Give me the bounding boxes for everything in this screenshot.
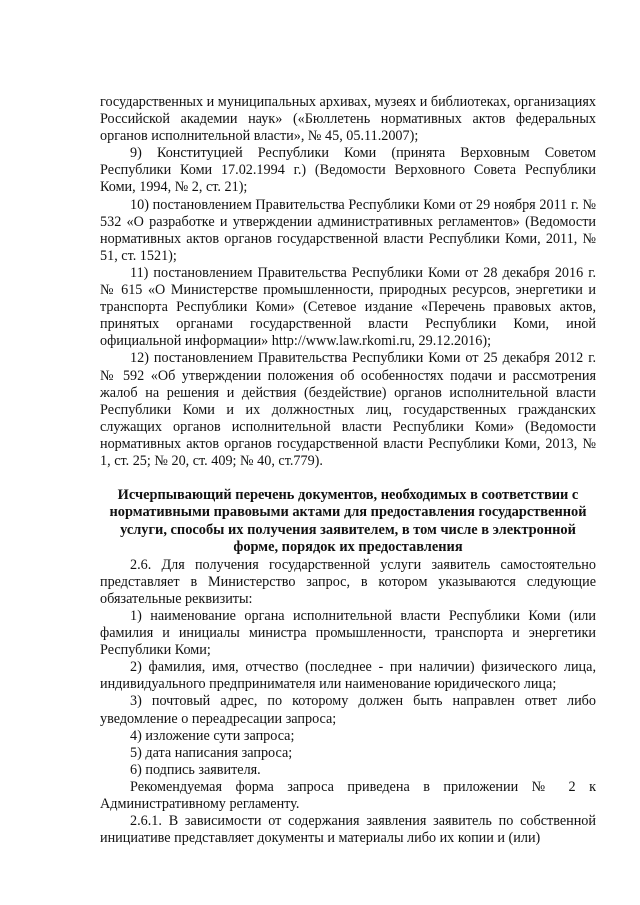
clause-2-6: 2.6. Для получения государственной услуги заявитель самостоятельно представляет в Министерство запрос, в котором указываются следующие обязательные реквизиты: [100,556,596,607]
clause-2-6-1: 2.6.1. В зависимости от содержания заявления заявитель по собственной инициативе представляет документы и материалы либо их копии и (или) [100,813,596,847]
list-item-12: 12) постановлением Правительства Республики Коми от 25 декабря 2012 г. № 592 «Об утверждении положения об особенностях подачи и рассмотрения жалоб на решения и действия (бездействие) органов исполнительной власти Республики Коми и их должностных лиц, государственных гражданских служащих органов исполнительной власти Республики Коми» (Ведомости нормативных актов органов государственной власти Республики Коми, 2013, № 1, ст. 25; № 20, ст. 409; № 40, ст.779). [100,350,596,469]
list-item-10: 10) постановлением Правительства Республики Коми от 29 ноября 2011 г. № 532 «О разработке и утверждении административных регламентов» (Ведомости нормативных актов органов государственной власти Республики Коми, 2011, № 51, ст. 1521); [100,196,596,264]
recommended-form: Рекомендуемая форма запроса приведена в приложении № 2 к Административному регламенту. [100,778,596,812]
requisite-1: 1) наименование органа исполнительной власти Республики Коми (или фамилия и инициалы министра промышленности, транспорта и энергетики Республики Коми; [100,607,596,659]
list-item-11: 11) постановлением Правительства Республики Коми от 28 декабря 2016 г. № 615 «О Министерстве промышленности, природных ресурсов, энергетики и транспорта Республики Коми» (Сетевое издание «Перечень правовых актов, принятых органами государственной власти Республики Коми, иной официальной информации» http://www.law.rkomi.ru, 29.12.2016); [100,264,596,350]
list-item-9: 9) Конституцией Республики Коми (принята Верховным Советом Республики Коми 17.02.1994 г.) (Ведомости Верховного Совета Республики Коми, 1994, № 2, ст. 21); [100,145,596,196]
requisite-5: 5) дата написания запроса; [130,744,293,761]
document-page [100,94,596,847]
text-continuation: государственных и муниципальных архивах, музеях и библиотеках, организациях Российской академии наук» («Бюллетень нормативных актов федеральных органов исполнительной власти», № 45, 05.11.2007); [100,94,596,145]
requisite-3: 3) почтовый адрес, по которому должен быть направлен ответ либо уведомление о переадресации запроса; [100,693,596,727]
requisite-4: 4) изложение сути запроса; [130,727,295,744]
section-heading: Исчерпывающий перечень документов, необходимых в соответствии с нормативными правовыми актами для предоставления государственной услуги, способы их получения заявителем, в том числе в электронной форме, порядок их предоставления [109,487,587,556]
requisite-2: 2) фамилия, имя, отчество (последнее - при наличии) физического лица, индивидуального предпринимателя или наименование юридического лица; [100,659,596,693]
requisite-6: 6) подпись заявителя. [130,761,261,778]
